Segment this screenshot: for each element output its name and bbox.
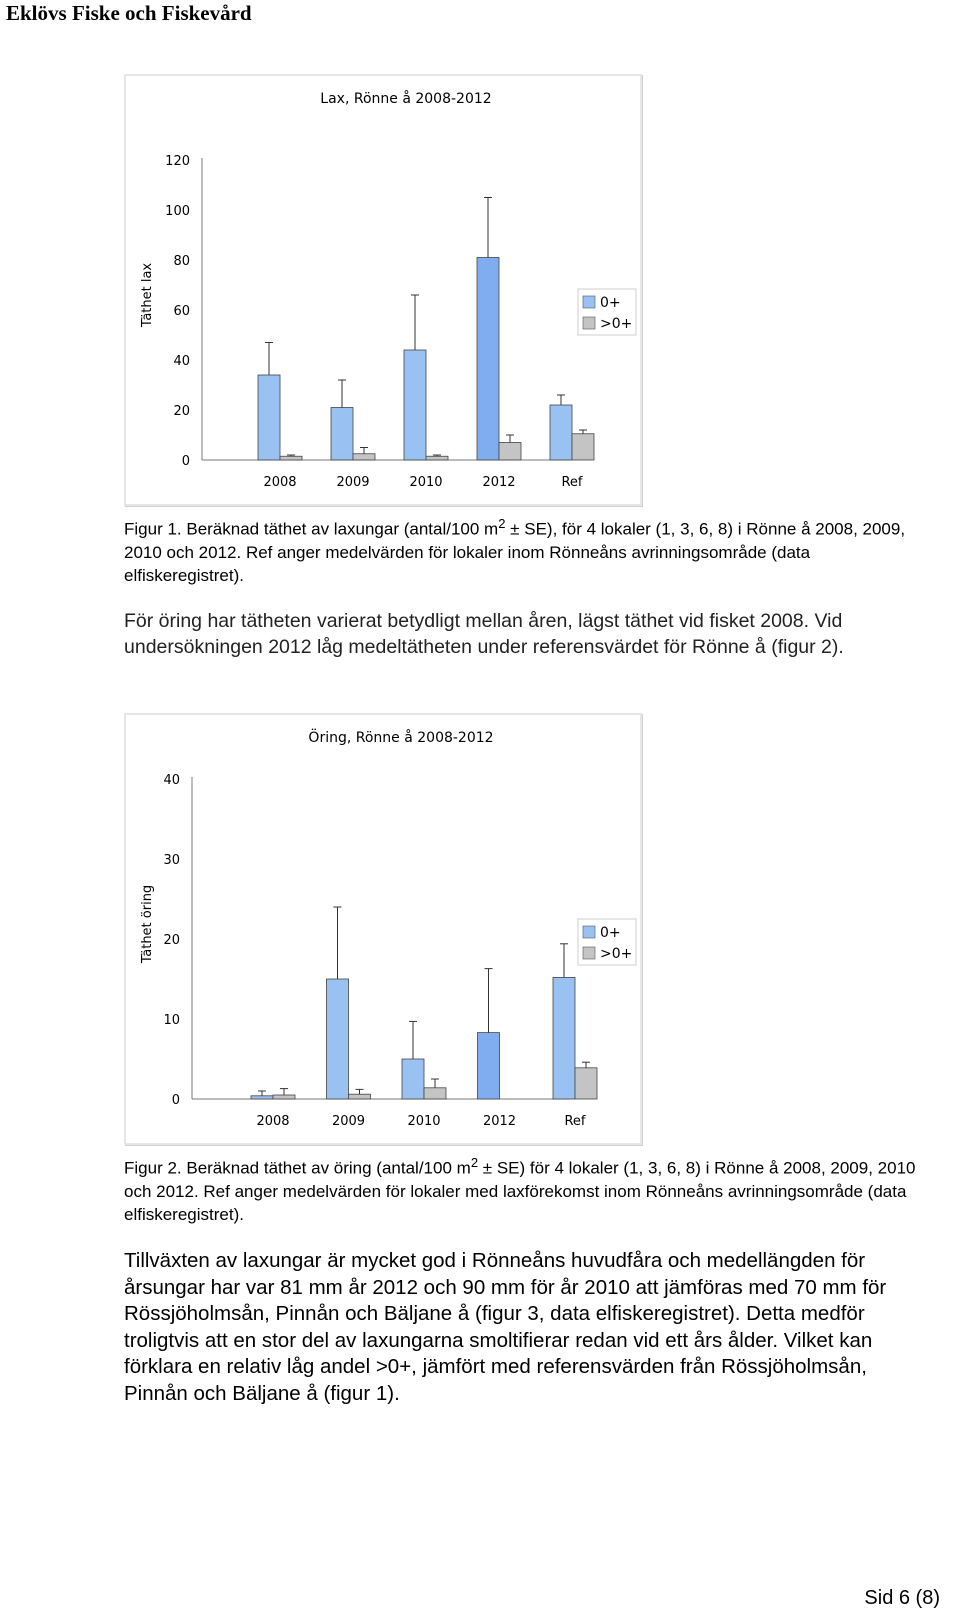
figure-1-caption-suffix: ± SE), för 4 lokaler (1, 3, 6, 8) i Rönne å 2008, 2009, 2010 och 2012. Ref anger medelvärden för lokaler inom Rönneåns avrinningsområde (data elfiskeregistret). bbox=[124, 519, 906, 585]
legend-label: >0+ bbox=[600, 316, 633, 332]
legend-swatch bbox=[583, 317, 595, 329]
legend-label: 0+ bbox=[600, 295, 621, 311]
bar-age0-2009 bbox=[327, 979, 349, 1099]
bar-age0-2009 bbox=[331, 408, 353, 461]
x-tick-label: 2012 bbox=[482, 1114, 517, 1129]
legend-label: 0+ bbox=[600, 925, 621, 941]
x-tick-label: 2008 bbox=[256, 1114, 290, 1129]
x-tick-label: 2008 bbox=[263, 475, 297, 490]
y-tick-label: 0 bbox=[171, 1093, 180, 1108]
oring-chart bbox=[124, 713, 642, 1145]
y-tick-label: 60 bbox=[173, 304, 190, 319]
x-tick-label: 2010 bbox=[409, 475, 443, 490]
bar-age0-2008 bbox=[258, 375, 280, 460]
bar-age0-Ref bbox=[550, 405, 572, 460]
figure-2-caption bbox=[124, 1151, 924, 1226]
bar-age0-Ref bbox=[553, 977, 575, 1099]
bar-older-2009 bbox=[353, 454, 375, 460]
chart-title: Lax, Rönne å 2008-2012 bbox=[320, 91, 492, 107]
y-tick-label: 20 bbox=[173, 404, 190, 419]
x-tick-label: Ref bbox=[564, 1114, 586, 1129]
figure-1-caption bbox=[124, 512, 924, 587]
figure-1-caption-prefix: Figur 1. Beräknad täthet av laxungar (antal/100 m bbox=[124, 519, 499, 539]
lax-chart bbox=[124, 74, 642, 506]
bar-older-2009 bbox=[349, 1094, 371, 1099]
y-tick-label: 100 bbox=[165, 204, 190, 219]
paragraph-growth: Tillväxten av laxungar är mycket god i Rönneåns huvudfåra och medellängden för årsungar har var 81 mm år 2012 och 90 mm för år 2010 att jämföras med 70 mm för Rössjöholmsån, Pinnån och Bäljane å (figur 3, data elfiskeregistret). Detta medför troligtvis att en stor del av laxungarna smoltifierar redan vid ett års ålder. Vilket kan förklara en relativ låg andel >0+, jämfört med referensvärden från Rössjöholmsån, Pinnån och Bäljane å (figur 1). bbox=[124, 1249, 887, 1405]
legend-label: >0+ bbox=[600, 946, 633, 962]
figure-2-caption-prefix: Figur 2. Beräknad täthet av öring (antal/100 m bbox=[124, 1158, 471, 1178]
y-axis-label: Täthet öring bbox=[140, 884, 155, 964]
bar-older-2010 bbox=[424, 1088, 446, 1099]
x-tick-label: 2012 bbox=[482, 475, 516, 490]
bar-older-2012 bbox=[499, 443, 521, 461]
lax-chart-svg bbox=[126, 76, 640, 504]
bar-older-2008 bbox=[273, 1095, 295, 1099]
document-header: Eklövs Fiske och Fiskevård bbox=[6, 1, 252, 25]
page-number: Sid 6 (8) bbox=[864, 1587, 940, 1609]
x-tick-label: 2009 bbox=[331, 1114, 366, 1129]
x-tick-label: Ref bbox=[561, 475, 583, 490]
chart-title: Öring, Rönne å 2008-2012 bbox=[308, 730, 494, 746]
legend-swatch bbox=[583, 296, 595, 308]
bar-older-Ref bbox=[575, 1068, 597, 1099]
figure-2-caption-suffix: ± SE) för 4 lokaler (1, 3, 6, 8) i Rönne å 2008, 2009, 2010 och 2012. Ref anger medelvärden för lokaler med laxförekomst inom Rönneåns avrinningsområde (data elfiskeregistret). bbox=[124, 1158, 916, 1224]
bar-older-Ref bbox=[572, 434, 594, 460]
y-tick-label: 10 bbox=[163, 1013, 180, 1028]
y-tick-label: 40 bbox=[163, 773, 180, 788]
figure-1-caption-sup: 2 bbox=[498, 516, 506, 531]
legend-swatch bbox=[583, 947, 595, 959]
x-tick-label: 2010 bbox=[407, 1114, 441, 1129]
y-tick-label: 30 bbox=[163, 853, 180, 868]
bar-age0-2008 bbox=[251, 1096, 273, 1099]
y-tick-label: 40 bbox=[173, 354, 190, 369]
oring-chart-svg bbox=[126, 715, 640, 1143]
x-tick-label: 2009 bbox=[336, 475, 370, 490]
paragraph-oring-intro: För öring har tätheten varierat betydligt mellan åren, lägst täthet vid fisket 2008. Vid undersökningen 2012 låg medeltätheten under referensvärdet för Rönne å (figur 2). bbox=[124, 610, 844, 658]
y-tick-label: 20 bbox=[163, 933, 180, 948]
y-tick-label: 0 bbox=[181, 454, 190, 469]
figure-2-caption-sup: 2 bbox=[470, 1155, 479, 1170]
bar-age0-2010 bbox=[404, 350, 426, 460]
bar-age0-2012 bbox=[478, 1033, 500, 1099]
y-tick-label: 120 bbox=[165, 154, 190, 169]
bar-age0-2012 bbox=[477, 258, 499, 461]
legend-swatch bbox=[583, 926, 595, 938]
y-tick-label: 80 bbox=[173, 254, 190, 269]
bar-older-2010 bbox=[426, 456, 448, 460]
bar-older-2008 bbox=[280, 456, 302, 460]
bar-age0-2010 bbox=[402, 1059, 424, 1099]
y-axis-label: Täthet lax bbox=[140, 262, 155, 328]
